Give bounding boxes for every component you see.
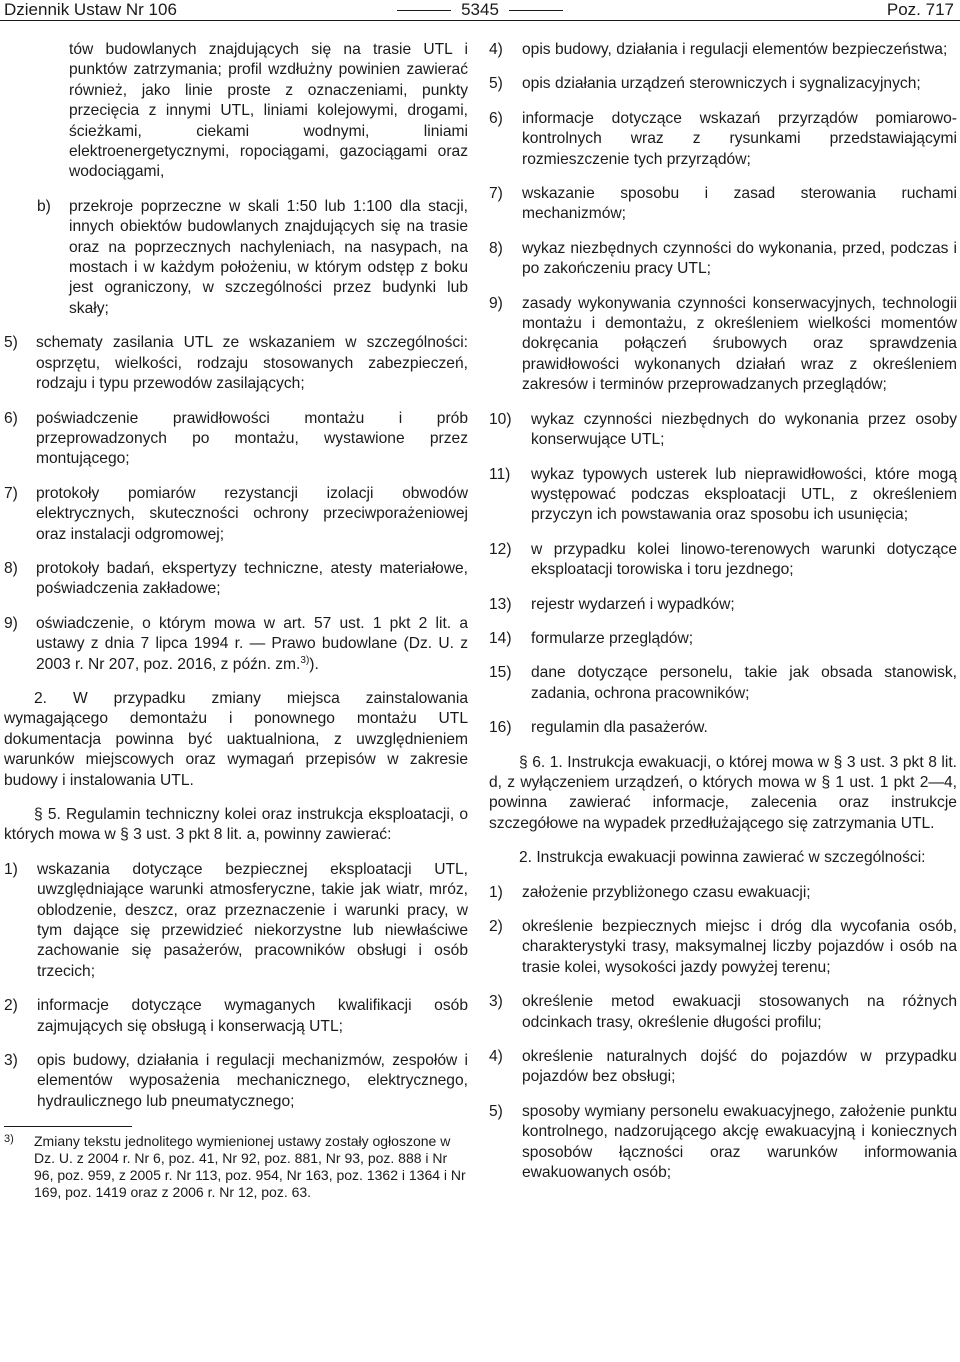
item-text-end: ). xyxy=(309,655,319,673)
reg-item-7 xyxy=(489,184,957,225)
right-column xyxy=(489,40,957,1197)
item-number: 5) xyxy=(489,1102,503,1120)
item-text: określenie metod ewakuacji stosowanych na różnych odcinkach trasy, określenie długości profilu; xyxy=(522,993,957,1031)
item-text: informacje dotyczące wskazań przyrządów pomiarowo-kontrolnych wraz z rysunkami przedstawiającymi rozmieszczenie tych przyrządów; xyxy=(522,109,957,168)
item-text: zasady wykonywania czynności konserwacyjnych, technologii montażu i demontażu, z określeniem wielkości momentów dokręcania połączeń śrubowych oraz sprawdzenia prawidłowości wykonanych działań wraz z określeniem zakresów i terminów przeprowadzanych przeglądów; xyxy=(522,294,957,394)
evac-item-1 xyxy=(489,883,957,903)
item-text: określenie bezpiecznych miejsc i dróg dla wycofania osób, charakterystyki trasy, maksymalnej liczby pojazdów i osób na trasie kolei, wysokości jazdy powyżej terenu; xyxy=(522,918,957,976)
reg-item-1 xyxy=(4,860,468,982)
item-text: protokoły pomiarów rezystancji izolacji obwodów elektrycznych, skuteczności ochrony przeciwporażeniowej oraz instalacji odgromowej; xyxy=(36,484,468,543)
item-number: 7) xyxy=(4,484,18,502)
reg-item-3 xyxy=(4,1051,468,1112)
left-column xyxy=(4,40,468,1201)
footnote-text: Zmiany tekstu jednolitego wymienionej ustawy zostały ogłoszone w Dz. U. z 2004 r. Nr 6, poz. 41, Nr 92, poz. 881, Nr 93, poz. 888 i Nr 96, poz. 959, z 2005 r. Nr 113, poz. 954, Nr 163, poz. 1362 i 1364 i Nr 169, poz. 1419 oraz z 2006 r. Nr 12, poz. 63. xyxy=(34,1133,466,1201)
reg-item-13 xyxy=(489,595,957,615)
item-number: 4) xyxy=(489,1048,503,1066)
sub-item-text: przekroje poprzeczne w skali 1:50 lub 1:100 dla stacji, innych obiektów budowlanych znajdujących się na trasie oraz na poprzecznych nachyleniach, na nasypach, na mostach i w każdym położeniu, w którym odstęp z boku jest ograniczony, w szczególności przez budynki lub skały; xyxy=(69,197,468,317)
item-number: 13) xyxy=(489,595,512,613)
item-text: informacje dotyczące wymaganych kwalifikacji osób zajmujących się obsługą i konserwacją UTL; xyxy=(37,997,468,1035)
item-text: określenie naturalnych dojść do pojazdów w przypadku pojazdów bez obsługi; xyxy=(522,1048,957,1086)
reg-item-8 xyxy=(489,239,957,280)
item-number: 9) xyxy=(4,614,18,632)
item-text: opis budowy, działania i regulacji mechanizmów, zespołów i elementów wyposażenia mechanicznego, elektrycznego, hydraulicznego lub pneumatycznego; xyxy=(37,1052,468,1110)
item-number: 14) xyxy=(489,629,512,647)
reg-item-6 xyxy=(489,109,957,170)
item-number: 6) xyxy=(489,109,503,127)
item-number: 6) xyxy=(4,409,18,427)
header-rule xyxy=(0,20,960,21)
item-number: 1) xyxy=(4,860,18,878)
item-number: 12) xyxy=(489,540,512,558)
item-text: opis budowy, działania i regulacji elementów bezpieczeństwa; xyxy=(522,41,948,58)
dash-right xyxy=(509,10,563,11)
reg-item-4 xyxy=(489,40,957,60)
item-text: dane dotyczące personelu, takie jak obsada stanowisk, zadania, ochrona pracowników; xyxy=(531,664,957,702)
reg-item-15 xyxy=(489,663,957,704)
item-number: 5) xyxy=(489,75,503,93)
list-item-8 xyxy=(4,559,468,600)
item-number: 15) xyxy=(489,664,512,682)
item-number: 8) xyxy=(4,559,18,577)
footnote-reference[interactable]: 3) xyxy=(300,654,310,666)
paragraph-section-5: § 5. Regulamin techniczny kolei oraz instrukcja eksploatacji, o których mowa w § 3 ust. 3 pkt 8 lit. a, powinny zawierać: xyxy=(4,806,468,844)
position-number: Poz. 717 xyxy=(886,0,954,19)
paragraph-section-6-2: 2. Instrukcja ewakuacji powinna zawierać w szczególności: xyxy=(519,849,926,867)
item-text: regulamin dla pasażerów. xyxy=(531,719,708,737)
footnote-divider xyxy=(4,1126,132,1127)
item-text: protokoły badań, ekspertyzy techniczne, atesty materiałowe, poświadczenia zakładowe; xyxy=(36,559,468,598)
item-text: opis działania urządzeń sterowniczych i sygnalizacyjnych; xyxy=(522,75,921,93)
item-text: wskazania dotyczące bezpiecznej eksploatacji UTL, uwzględniające warunki atmosferyczne, takie jak wiatr, mróz, oblodzenie, deszcz, oraz przeznaczenie i warunki pracy, w tym dające się przewidzieć niekorzystne lub niewłaściwe zachowanie się pasażerów, pracowników obsługi i osób trzecich; xyxy=(37,860,468,980)
item-number: 3) xyxy=(489,993,503,1011)
evac-item-4 xyxy=(489,1047,957,1088)
list-item-5 xyxy=(4,333,468,394)
page-header xyxy=(0,0,960,22)
list-item-7 xyxy=(4,484,468,545)
dash-left xyxy=(397,10,451,11)
item-number: 10) xyxy=(489,410,512,428)
item-number: 2) xyxy=(489,918,503,935)
page-number-block xyxy=(0,0,960,20)
item-number: 2) xyxy=(4,997,18,1015)
item-text: sposoby wymiany personelu ewakuacyjnego, założenie punktu kontrolnego, nadzorującego akcję ewakuacyjną i koniecznych sposobów łączności oraz warunków informowania ewakuowanych osób; xyxy=(522,1102,957,1182)
reg-item-2 xyxy=(4,996,468,1037)
item-text: w przypadku kolei linowo-terenowych warunki dotyczące eksploatacji torowiska i toru jezdnego; xyxy=(531,540,957,579)
evac-item-3 xyxy=(489,992,957,1033)
evac-item-5 xyxy=(489,1102,957,1184)
item-text: wykaz niezbędnych czynności do wykonania, przed, podczas i po zakończeniu pracy UTL; xyxy=(522,239,957,278)
item-number: 3) xyxy=(4,1052,18,1070)
reg-item-14 xyxy=(489,629,957,649)
reg-item-10 xyxy=(489,410,957,451)
reg-item-16 xyxy=(489,718,957,738)
sub-item-b xyxy=(4,197,468,319)
item-number: 11) xyxy=(489,465,511,483)
page-number: 5345 xyxy=(461,0,499,19)
item-text: schematy zasilania UTL ze wskazaniem w szczególności: osprzętu, wielkości, rodzaju stosowanych zabezpieczeń, rodzaju i typu przewodów zasilających; xyxy=(36,334,468,393)
item-text: oświadczenie, o którym mowa w art. 57 ust. 1 pkt 2 lit. a ustawy z dnia 7 lipca 1994 r. — Prawo budowlane (Dz. U. z 2003 r. Nr 207, poz. 2016, z późn. zm. xyxy=(36,614,468,673)
item-text: poświadczenie prawidłowości montażu i prób przeprowadzonych po montażu, wystawione przez montującego; xyxy=(36,409,468,468)
item-number: 9) xyxy=(489,294,503,312)
list-item-6 xyxy=(4,409,468,470)
evac-item-2 xyxy=(489,917,957,978)
item-text: formularze przeglądów; xyxy=(531,629,694,647)
paragraph-2: 2. W przypadku zmiany miejsca zainstalowania wymagającego demontażu i ponownego montażu UTL dokumentacja powinna być uaktualniona, z uwzględnieniem warunków miejscowych oraz wymagań przepisów w zakresie budowy i instalowania UTL. xyxy=(4,689,468,789)
footnote xyxy=(4,1133,468,1201)
reg-item-5 xyxy=(489,74,957,94)
item-number: 4) xyxy=(489,41,503,58)
item-number: 1) xyxy=(489,883,503,901)
item-text: założenie przybliżonego czasu ewakuacji; xyxy=(522,883,811,901)
item-text: wykaz typowych usterek lub nieprawidłowości, które mogą występować podczas eksploatacji UTL, z określeniem przyczyn ich powstawania oraz sposobu ich usunięcia; xyxy=(531,465,957,524)
reg-item-9 xyxy=(489,294,957,396)
list-item-9 xyxy=(4,614,468,675)
sub-item-number: b) xyxy=(37,197,51,215)
paragraph-section-6-1: § 6. 1. Instrukcja ewakuacji, o której mowa w § 3 ust. 3 pkt 8 lit. d, z wyłączeniem urządzeń, o których mowa w § 1 ust. 1 pkt 2—4, powinna zawierać informacje, zalecenia oraz instrukcje szczegółowe na wypadek przedłużającego się zatrzymania UTL. xyxy=(489,753,957,832)
footnote-mark: 3) xyxy=(4,1133,14,1146)
journal-title: Dziennik Ustaw Nr 106 xyxy=(4,0,177,19)
continuation-paragraph: tów budowlanych znajdujących się na trasie UTL i punktów zatrzymania; profil wzdłużny powinien zawierać również, jako linie proste z oznaczeniami, punkty przecięcia z innymi UTL, liniami kolejowymi, drogami, ścieżkami, ciekami wodnymi, liniami elektroenergetycznymi, ropociągami, gazociągami oraz wodociągami, xyxy=(69,41,468,181)
item-number: 8) xyxy=(489,239,503,257)
item-number: 16) xyxy=(489,719,512,737)
item-number: 5) xyxy=(4,334,18,352)
item-text: wykaz czynności niezbędnych do wykonania przez osoby konserwujące UTL; xyxy=(531,410,957,449)
item-text: wskazanie sposobu i zasad sterowania ruchami mechanizmów; xyxy=(522,185,957,223)
reg-item-11 xyxy=(489,465,957,526)
item-number: 7) xyxy=(489,185,503,203)
reg-item-12 xyxy=(489,540,957,581)
item-text: rejestr wydarzeń i wypadków; xyxy=(531,595,735,613)
